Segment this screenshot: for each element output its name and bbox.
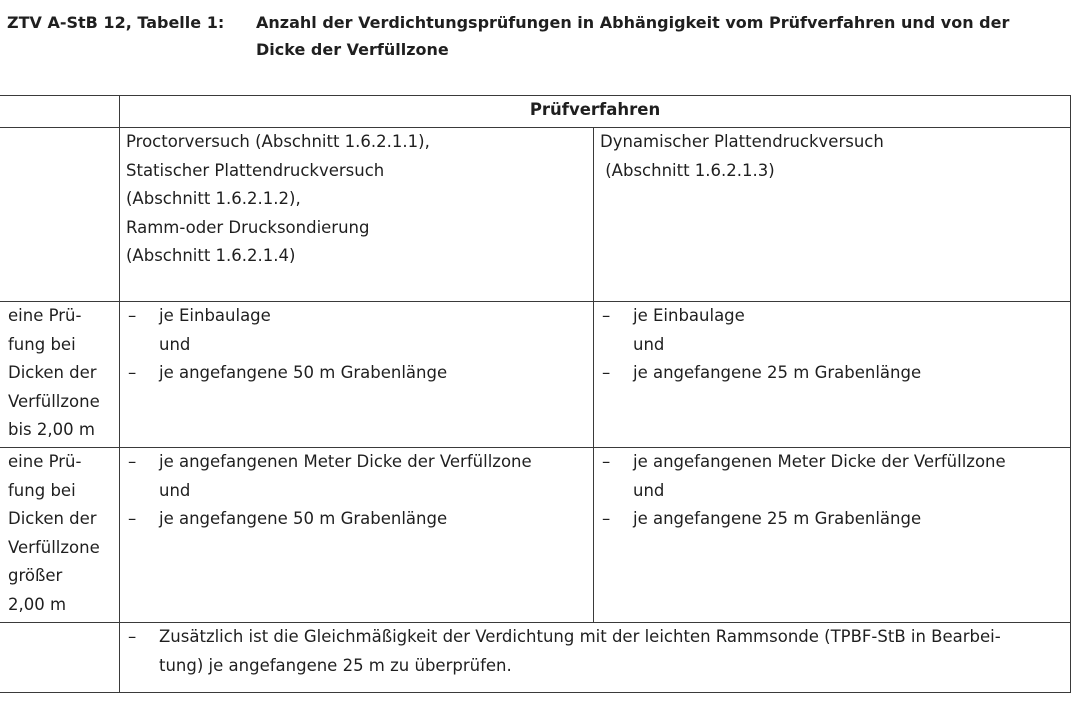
- item-text: je angefangenen Meter Dicke der Verfüllzone: [633, 452, 1006, 471]
- list-item: [126, 448, 587, 477]
- list-item: [126, 359, 587, 388]
- list-item: [126, 302, 587, 331]
- method-left-line: Statischer Plattendruckversuch: [126, 160, 385, 180]
- method-right-line: (Abschnitt 1.6.2.1.3): [600, 160, 775, 180]
- item-text: je angefangene 25 m Grabenlänge: [633, 363, 922, 382]
- item-text: je angefangene 50 m Grabenlänge: [159, 509, 448, 528]
- item-text: je Einbaulage: [633, 306, 745, 325]
- method-left-line: Proctorversuch (Abschnitt 1.6.2.1.1),: [126, 132, 430, 151]
- method-left-line: (Abschnitt 1.6.2.1.4): [126, 246, 296, 265]
- caption-title: Anzahl der Verdichtungsprüfungen in Abhängigkeit vom Prüfverfahren und von der Dicke der Verfüllzone: [256, 13, 1010, 59]
- row2-left-cell: [120, 448, 594, 623]
- note-item: [126, 623, 1064, 680]
- dash-marker: –: [602, 452, 611, 471]
- note-empty-cell: [0, 623, 120, 693]
- header-empty-cell: [0, 96, 120, 128]
- row-label-line: Dicken der: [8, 363, 97, 382]
- list-item: [600, 448, 1064, 477]
- header-pruefverfahren: Prüfverfahren: [120, 96, 1071, 128]
- dash-marker: –: [128, 306, 137, 325]
- list-item: [600, 505, 1064, 534]
- und-text: und: [633, 480, 665, 500]
- item-text: je angefangene 25 m Grabenlänge: [633, 509, 922, 528]
- method-left-line: (Abschnitt 1.6.2.1.2),: [126, 189, 301, 208]
- method-right-cell: [594, 128, 1071, 302]
- und-text: und: [633, 334, 665, 354]
- row-label-bis-2m: [0, 302, 120, 448]
- row-label-line: eine Prü-: [8, 306, 82, 325]
- row-label-line: fung bei: [8, 480, 76, 500]
- row2-right-cell: [594, 448, 1071, 623]
- dash-marker: –: [128, 627, 137, 646]
- dash-marker: –: [128, 363, 137, 382]
- note-cell: [120, 623, 1071, 693]
- list-item: [600, 359, 1064, 388]
- item-text: je angefangenen Meter Dicke der Verfüllzone: [159, 452, 532, 471]
- note-line: tung) je angefangene 25 m zu überprüfen.: [159, 655, 512, 675]
- row1-left-cell: [120, 302, 594, 448]
- note-text: [159, 623, 1001, 680]
- dash-marker: –: [602, 363, 611, 382]
- row-label-line: Verfüllzone: [8, 391, 100, 411]
- row1-right-cell: [594, 302, 1071, 448]
- row-label-line: Dicken der: [8, 509, 97, 528]
- item-text: je angefangene 50 m Grabenlänge: [159, 363, 448, 382]
- row-label-line: eine Prü-: [8, 452, 82, 471]
- method-right-line: Dynamischer Plattendruckversuch: [600, 132, 884, 151]
- row-label-line: bis 2,00 m: [8, 420, 95, 439]
- row-label-line: größer: [8, 566, 63, 585]
- caption-label: ZTV A-StB 12, Tabelle 1:: [7, 13, 225, 32]
- row-label-line: 2,00 m: [8, 594, 67, 614]
- dash-marker: –: [602, 509, 611, 528]
- list-item: [600, 302, 1064, 331]
- dash-marker: –: [128, 509, 137, 528]
- method-left-cell: [120, 128, 594, 302]
- row-label-line: fung bei: [8, 334, 76, 354]
- method-left-line: Ramm-oder Drucksondierung: [126, 217, 370, 237]
- dash-marker: –: [128, 452, 137, 471]
- und-text: und: [159, 334, 191, 354]
- verdichtung-table: [0, 95, 1071, 693]
- note-line: Zusätzlich ist die Gleichmäßigkeit der Verdichtung mit der leichten Rammsonde (TPBF-StB in Bearbei-: [159, 627, 1001, 646]
- und-text: und: [159, 480, 191, 500]
- dash-marker: –: [602, 306, 611, 325]
- item-text: je Einbaulage: [159, 306, 271, 325]
- method-empty-cell: [0, 128, 120, 302]
- row-label-line: Verfüllzone: [8, 537, 100, 557]
- row-label-groesser-2m: [0, 448, 120, 623]
- list-item: [126, 505, 587, 534]
